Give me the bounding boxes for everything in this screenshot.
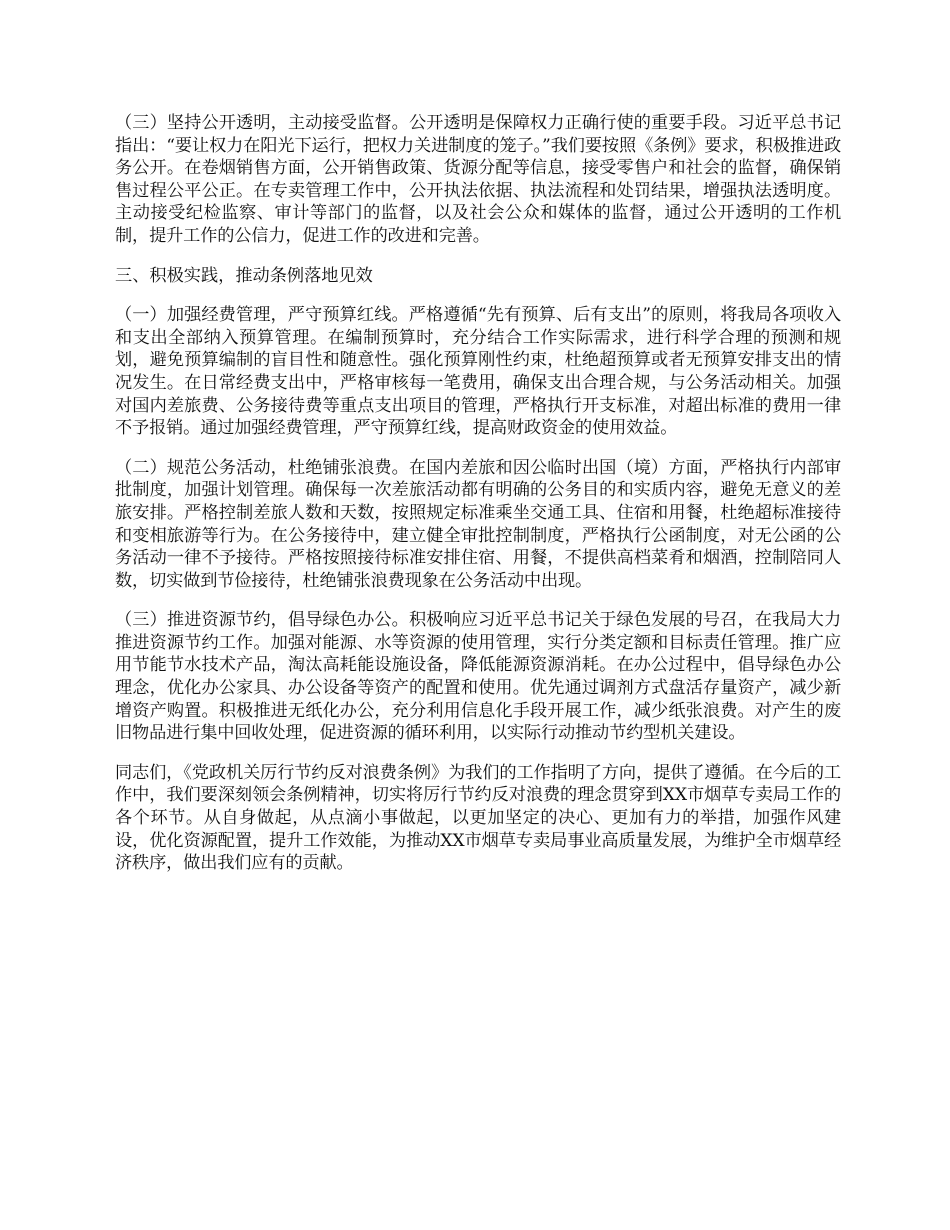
document-page <box>115 112 841 892</box>
paragraph-resource-saving: （三）推进资源节约，倡导绿色办公。积极响应习近平总书记关于绿色发展的号召，在我局大力推进资源节约工作。加强对能源、水等资源的使用管理，实行分类定额和目标责任管理。推广应用节能节水技术产品，淘汰高耗能设施设备，降低能源资源消耗。在办公过程中，倡导绿色办公理念，优化办公家具、办公设备等资产的配置和使用。优先通过调剂方式盘活存量资产，减少新增资产购置。积极推进无纸化办公，充分利用信息化手段开展工作，减少纸张浪费。对产生的废旧物品进行集中回收处理，促进资源的循环利用，以实际行动推动节约型机关建设。 <box>115 610 841 744</box>
paragraph-official-activities: （二）规范公务活动，杜绝铺张浪费。在国内差旅和因公临时出国（境）方面，严格执行内部审批制度，加强计划管理。确保每一次差旅活动都有明确的公务目的和实质内容，避免无意义的差旅安排。严格控制差旅人数和天数，按照规定标准乘坐交通工具、住宿和用餐，杜绝超标准接待和变相旅游等行为。在公务接待中，建立健全审批控制制度，严格执行公函制度，对无公函的公务活动一律不予接待。严格按照接待标准安排住宿、用餐，不提供高档菜肴和烟酒，控制陪同人数，切实做到节俭接待，杜绝铺张浪费现象在公务活动中出现。 <box>115 457 841 591</box>
paragraph-transparency: （三）坚持公开透明，主动接受监督。公开透明是保障权力正确行使的重要手段。习近平总书记指出：“要让权力在阳光下运行，把权力关进制度的笼子。”我们要按照《条例》要求，积极推进政务公开。在卷烟销售方面，公开销售政策、货源分配等信息，接受零售户和社会的监督，确保销售过程公平公正。在专卖管理工作中，公开执法依据、执法流程和处罚结果，增强执法透明度。主动接受纪检监察、审计等部门的监督，以及社会公众和媒体的监督，通过公开透明的工作机制，提升工作的公信力，促进工作的改进和完善。 <box>115 113 841 246</box>
section-heading-3: 三、积极实践，推动条例落地见效 <box>115 265 373 286</box>
paragraph-conclusion: 同志们，《党政机关厉行节约反对浪费条例》为我们的工作指明了方向，提供了遵循。在今后的工作中，我们要深刻领会条例精神，切实将厉行节约反对浪费的理念贯穿到XX市烟草专卖局工作的各个环节。从自身做起，从点滴小事做起，以更加坚定的决心、更加有力的举措，加强作风建设，优化资源配置，提升工作效能，为推动XX市烟草专卖局事业高质量发展，为维护全市烟草经济秩序，做出我们应有的贡献。 <box>115 762 841 874</box>
paragraph-budget: （一）加强经费管理，严守预算红线。严格遵循“先有预算、后有支出”的原则，将我局各项收入和支出全部纳入预算管理。在编制预算时，充分结合工作实际需求，进行科学合理的预测和规划，避免预算编制的盲目性和随意性。强化预算刚性约束，杜绝超预算或者无预算安排支出的情况发生。在日常经费支出中，严格审核每一笔费用，确保支出合理合规，与公务活动相关。加强对国内差旅费、公务接待费等重点支出项目的管理，严格执行开支标准，对超出标准的费用一律不予报销。通过加强经费管理，严守预算红线，提高财政资金的使用效益。 <box>115 305 841 439</box>
